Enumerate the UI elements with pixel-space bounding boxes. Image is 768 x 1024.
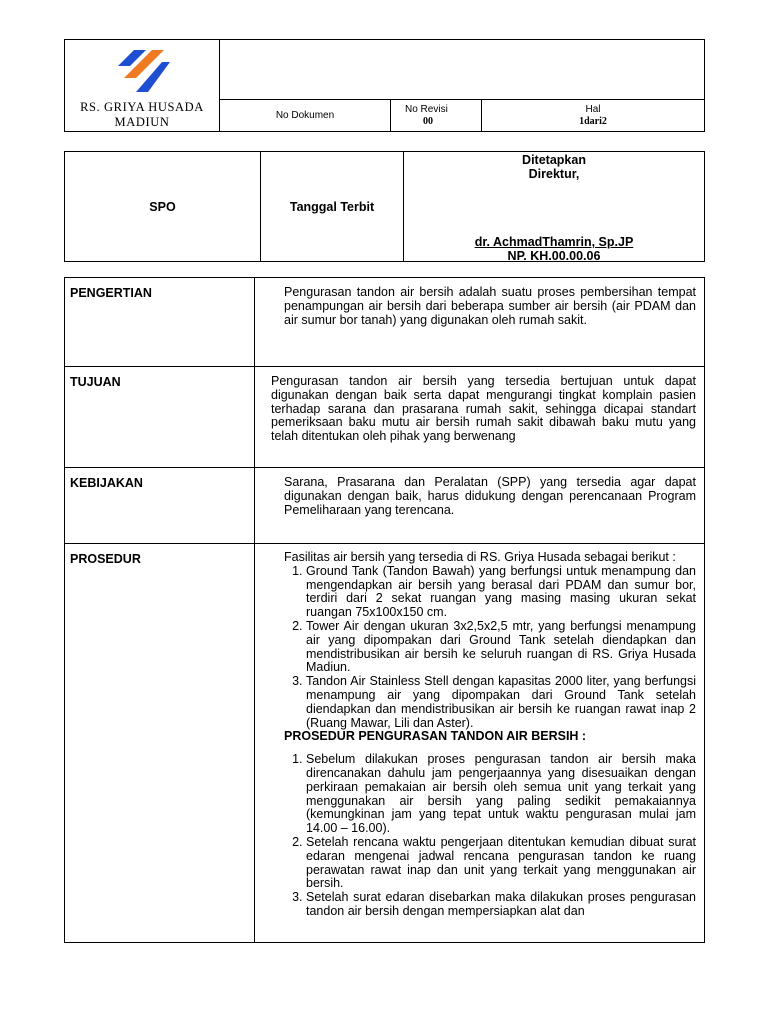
step-item: 3. Setelah surat edaran disebarkan maka dilakukan proses pengurasan tandon air bersih dengan mempersiapkan alat dan <box>306 891 696 919</box>
doc-no-label: No Dokumen <box>275 110 335 121</box>
page-value: 1dari2 <box>579 115 607 127</box>
revision-cell <box>391 100 482 132</box>
established-label: Ditetapkan <box>522 153 586 167</box>
row-tujuan <box>65 367 705 468</box>
page-label: Hal <box>585 103 601 115</box>
facility-item: 2. Tower Air dengan ukuran 3x2,5x2,5 mtr, yang berfungsi menampung air yang dipompakan dari Ground Tank setelah diendapkan dan mendistribusikan air bersih ke seluruh ruangan di RS. Griya Husada Madiun. <box>306 620 696 675</box>
page-cell <box>482 100 705 132</box>
pengertian-label: PENGERTIAN <box>65 278 255 367</box>
spo-table <box>64 151 705 262</box>
revision-label: No Revisi <box>405 103 448 115</box>
header-title-cell <box>220 40 705 100</box>
prosedur-intro: Fasilitas air bersih yang tersedia di RS. Griya Husada sebagai berikut : <box>284 550 676 564</box>
director-role: Direktur, <box>528 167 580 181</box>
prosedur-subheading: PROSEDUR PENGURASAN TANDON AIR BERSIH : <box>284 729 587 744</box>
prosedur-content <box>255 544 705 943</box>
kebijakan-label: KEBIJAKAN <box>65 468 255 544</box>
step-item: 2. Setelah rencana waktu pengerjaan ditentukan kemudian dibuat surat edaran mengenai jadwal rencana pengurasan tandon ke ruang perawatan rawat inap dan unit yang terkait yang menggunakan air bersih. <box>306 836 696 891</box>
director-np: NP. KH.00.00.06 <box>507 249 601 263</box>
row-prosedur <box>65 544 705 943</box>
issue-date-label: Tanggal Terbit <box>261 152 404 262</box>
facility-item: 1. Ground Tank (Tandon Bawah) yang berfungsi untuk menampung dan mengendapkan air bersih yang berasal dari PDAM dan sumur bor, terdiri dari 2 sekat ruangan yang masing masing ukuran sekat ruangan 75x100x150 cm. <box>306 565 696 620</box>
approval-cell <box>404 152 705 262</box>
procedure-table <box>64 277 705 943</box>
facility-list <box>284 565 696 731</box>
director-name: dr. AchmadThamrin, Sp.JP <box>474 235 634 249</box>
hospital-logo-icon <box>112 46 172 96</box>
header-table <box>64 39 705 132</box>
hospital-name-line2: MADIUN <box>114 115 170 129</box>
logo-cell <box>65 40 220 132</box>
pengertian-text: Pengurasan tandon air bersih adalah suatu proses pembersihan tempat penampungan air bersih dari beberapa sumber air bersih (air PDAM dan air sumur bor tanah) yang digunakan oleh rumah sakit. <box>255 278 705 367</box>
prosedur-label: PROSEDUR <box>65 544 255 943</box>
hospital-name-line1: RS. GRIYA HUSADA <box>80 100 204 114</box>
facility-item: 3. Tandon Air Stainless Stell dengan kapasitas 2000 liter, yang berfungsi menampung air yang dipompakan dari Ground Tank setelah diendapkan dan mendistribusikan air bersih ke ruangan rawat inap 2 (Ruang Mawar, Lili dan Aster). <box>306 675 696 730</box>
revision-value: 00 <box>423 115 433 127</box>
steps-list <box>284 753 696 919</box>
tujuan-text: Pengurasan tandon air bersih yang tersedia bertujuan untuk dapat digunakan dengan baik serta dapat mengurangi tingkat komplain pasien terhadap sarana dan prasarana rumah sakit, sehingga dicapai standart pemeriksaan baku mutu air bersih rumah sakit dibawah baku mutu yang telah ditentukan oleh pihak yang berwenang <box>255 367 705 468</box>
row-kebijakan <box>65 468 705 544</box>
tujuan-label: TUJUAN <box>65 367 255 468</box>
spo-label: SPO <box>65 152 261 262</box>
row-pengertian <box>65 278 705 367</box>
kebijakan-text: Sarana, Prasarana dan Peralatan (SPP) yang tersedia agar dapat digunakan dengan baik, harus didukung dengan perencanaan Program Pemeliharaan yang terencana. <box>255 468 705 544</box>
doc-no-cell <box>220 100 391 132</box>
step-item: 1. Sebelum dilakukan proses pengurasan tandon air bersih maka direncanakan dahulu jam pengerjaannya yang disesuaikan dengan perkiraan pemakaian air bersih oleh semua unit yang terkait yang menggunakan air bersih yang paling sedikit pemakaiannya (kemungkinan jam yang tepat untuk waktu pengurasan mulai jam 14.00 – 16.00). <box>306 753 696 836</box>
